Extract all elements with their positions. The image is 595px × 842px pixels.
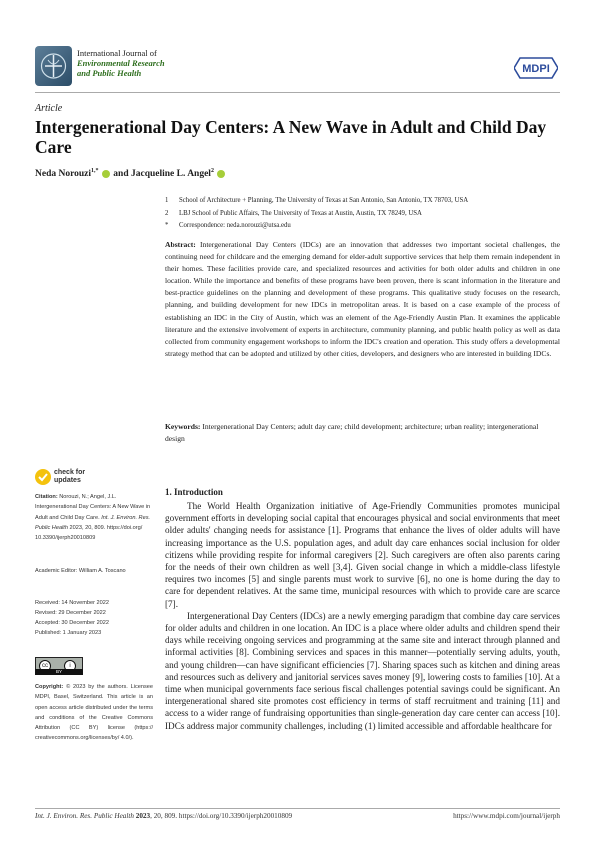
- footer-doi[interactable]: , 20, 809. https://doi.org/10.3390/ijerph20010809: [150, 812, 293, 820]
- footer-journal-url[interactable]: https://www.mdpi.com/journal/ijerph: [453, 812, 560, 820]
- academic-editor: Academic Editor: William A. Toscano: [35, 568, 126, 574]
- footer-journal: Int. J. Environ. Res. Public Health: [35, 812, 134, 820]
- header-divider: [35, 92, 560, 93]
- paragraph: The World Health Organization initiative of Age-Friendly Communities promotes municipal government efforts in developing social capital that encourages physical and social environments that meet older adults' changing needs for assistance [1]. Programs that enhance the lives of older adults will have increasing importance as the U.S. population ages, and adult day care enhances social inclusion for older citizens while providing respite for informal caregivers [2]. Such caregivers are often also parents caring for the needs of their own children as well [3,4]. Given social change in which a middle-class lifestyle requires two incomes [5] and single parents must work to survive [6], no one is home during the day to care for dependent relatives. At the same time, municipal resources with which to provide care are scarce [7].: [165, 501, 560, 609]
- check-updates-line2: updates: [54, 477, 81, 484]
- section-heading: 1. Introduction: [165, 487, 223, 497]
- citation-journal: Int. J. Environ. Res. Public Health: [35, 514, 151, 531]
- keywords: [165, 421, 560, 445]
- accepted-date: Accepted: 30 December 2022: [35, 620, 110, 626]
- mdpi-logo-text: MDPI: [522, 63, 550, 75]
- mdpi-logo-icon: [514, 56, 558, 80]
- received-date: Received: 14 November 2022: [35, 600, 110, 606]
- author-superscript: 2: [210, 168, 214, 174]
- published-date: Published: 1 January 2023: [35, 630, 102, 636]
- author-superscript: 1,*: [91, 168, 99, 174]
- author-list: [35, 168, 226, 179]
- cc-by-label: BY: [35, 669, 83, 675]
- keywords-text: Intergenerational Day Centers; adult day care; child development; architecture; urban reality; intergenerational design: [165, 422, 539, 444]
- author-name[interactable]: Jacqueline L. Angel: [130, 169, 211, 180]
- check-for-updates-button[interactable]: [54, 469, 85, 485]
- abstract-label: Abstract:: [165, 240, 196, 249]
- journal-name: [77, 58, 217, 78]
- footer-divider: [35, 808, 560, 809]
- paragraph: Intergenerational Day Centers (IDCs) are a newly emerging paradigm that combine day care services for older adults and children in one location. An IDC is a place where older adults and children spend their days while receiving ongoing services and programming at the same site and interact through planned and informal activities [8]. Combining services and spaces in this manner—potentially serving adults, youth, and young children—can have significant efficiencies [7]. Sharing spaces such as kitchen and dining areas and resources such as delivery and janitorial services saves money [9], lowering costs to families [10]. At a time when municipal governments face serious fiscal challenges potential savings could be significant. An intergenerational shared site promotes cost efficiency in terms of staff recruitment and training [11] and access to a wider range of fundraising opportunities than single-generation day care center can access [10]. IDCs address major community challenges, including (1) limited accessible and affordable healthcare for: [165, 610, 560, 731]
- revised-date: Revised: 29 December 2022: [35, 610, 106, 616]
- orcid-icon[interactable]: [217, 170, 225, 178]
- affiliation-mark: *: [165, 222, 169, 229]
- journal-logo-icon: [35, 46, 72, 86]
- journal-name-line1: International Journal of: [77, 48, 157, 58]
- affiliation-1: [165, 197, 560, 207]
- keywords-label: Keywords:: [165, 422, 201, 431]
- footer-year: 2023: [135, 812, 151, 820]
- journal-name-line2: Environmental Research: [77, 58, 165, 68]
- affiliation-mark: 1: [165, 197, 169, 204]
- paper-title: Intergenerational Day Centers: A New Wave in Adult and Child Day Care: [35, 117, 547, 157]
- check-for-updates-icon[interactable]: [35, 469, 51, 485]
- citation-label: Citation:: [35, 494, 58, 500]
- affiliation-text: LBJ School of Public Affairs, The University of Texas at Austin, Austin, TX 78249, USA: [179, 210, 422, 217]
- footer-citation: [35, 812, 292, 820]
- affiliation-2: [165, 210, 560, 220]
- correspondence-text[interactable]: Correspondence: neda.norouzi@utsa.edu: [179, 222, 291, 229]
- affiliation-correspondence: [165, 222, 560, 232]
- creative-commons-icon: cc: [39, 660, 51, 672]
- orcid-icon[interactable]: [102, 170, 110, 178]
- article-type: Article: [35, 103, 63, 114]
- attribution-icon: i: [64, 660, 76, 672]
- citation-doi[interactable]: 2023, 20, 809. https://doi.org/ 10.3390/ijerph20010809: [35, 524, 143, 542]
- check-updates-line1: check for: [54, 469, 86, 476]
- abstract: [165, 239, 560, 360]
- author-name[interactable]: Neda Norouzi: [35, 169, 92, 180]
- copyright-text: © 2023 by the authors. Licensee MDPI, Basel, Switzerland. This article is an open access article distributed under the terms and conditions of the Creative Commons Attribution (CC BY) license (https:// creativecommons.org/licenses/by/ 4.0/).: [35, 684, 153, 742]
- citation-block: [35, 492, 153, 543]
- affiliation-text: School of Architecture + Planning, The University of Texas at San Antonio, San Antonio, TX 78703, USA: [179, 197, 469, 204]
- citation-text: Norouzi, N.; Angel, J.L. Intergenerational Day Centers: A New Wave in Adult and Child Day Care.: [35, 494, 151, 521]
- author-connector: and: [113, 169, 129, 180]
- journal-name-line3: and Public Health: [77, 68, 142, 78]
- copyright-block: [35, 682, 153, 744]
- body-text: [165, 500, 560, 732]
- copyright-label: Copyright:: [35, 684, 64, 690]
- abstract-text: Intergenerational Day Centers (IDCs) are an innovation that addresses two important societal challenges, the continuing need for childcare and the emerging demand for elder-adult supportive services that help them remain independent in their homes. These facilities provide care, and specialized resources and activities for both older adults and children in one location. While the importance and benefits of these programs have been proven, there is scant information in the literature and best-practice guidelines on the planning and development of these programs. This qualitative study focuses on the research, planning, and building development for new IDCs in metropolitan areas. It is based on a case example of the process of establishing an IDC in the City of Austin, which was an element of the Age-Friendly Austin Plan. It examines the applicable literature and the extensive involvement of experts in architecture, community planning, and public health policy as well as data collected from community engagement workshops to inform the IDC's creation and operation. This study offers a developmental strategy method that can be adopted and utilized by other cities, developers, and designers who are interested in building IDCs.: [165, 240, 560, 358]
- affiliation-mark: 2: [165, 210, 169, 217]
